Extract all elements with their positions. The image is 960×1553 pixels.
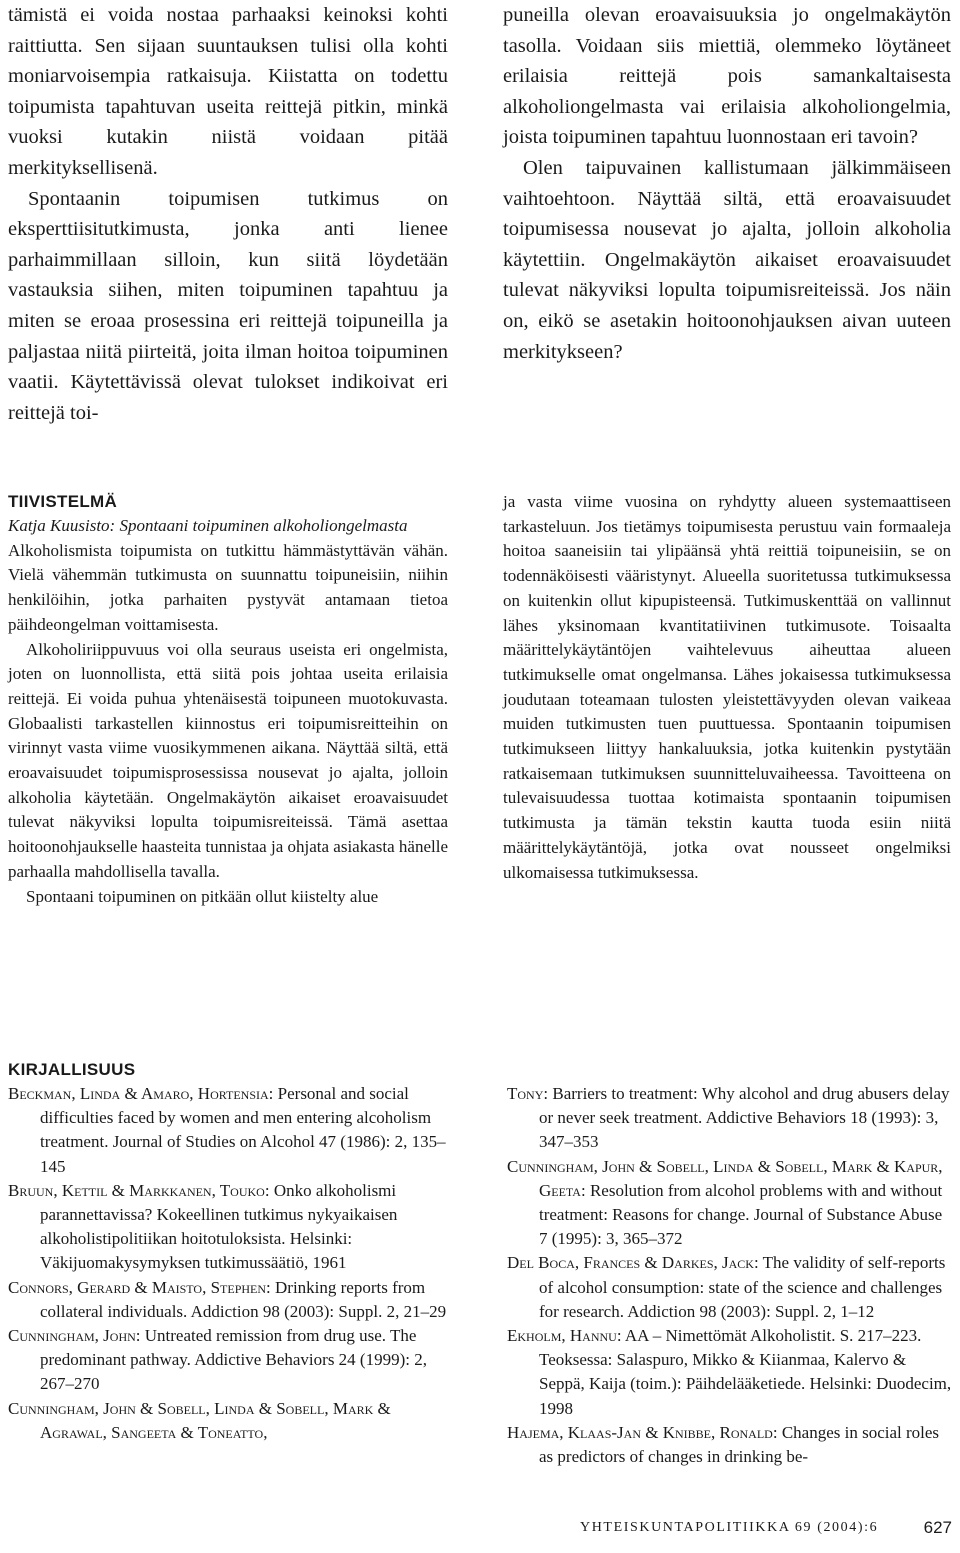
body-column-left — [8, 0, 448, 428]
reference-text: Personal and social difficulties faced by women and men entering alcoholism treatment. Journal of Studies on Alcohol 47 (1986): 2, 135–145 — [40, 1084, 446, 1176]
references-column-left — [8, 1058, 454, 1445]
references-heading: KIRJALLISUUS — [8, 1060, 136, 1079]
paragraph: Olen taipuvainen kallistumaan jälkimmäiseen vaihtoehtoon. Näyttää siltä, että eroavaisuudet toipumisessa nousevat jo ajalta, jolloin alkoholia käytettiin. Ongelmakäytön aikaiset eroavaisuudet tulevat näkyviksi lopulta toipumisreiteissä. Jos näin on, eikö se asetakin hoitoonohjauksen aivan uuteen merkitykseen? — [503, 156, 951, 363]
reference-entry — [8, 1082, 454, 1179]
references-column-right — [507, 1082, 953, 1469]
reference-authors: Cunningham, John: — [8, 1326, 141, 1346]
reference-entry — [8, 1324, 454, 1397]
reference-authors: Ekholm, Hannu: — [507, 1326, 622, 1346]
reference-entry — [507, 1251, 953, 1324]
reference-authors: Hajema, Klaas-Jan & Knibbe, Ronald: — [507, 1422, 778, 1442]
abstract-heading: TIIVISTELMÄ — [8, 492, 118, 511]
reference-entry — [507, 1082, 953, 1155]
journal-name: YHTEISKUNTAPOLITIIKKA 69 (2004):6 — [580, 1520, 879, 1535]
paragraph: Spontaanin toipumisen tutkimus on eksperttiisitutkimusta, jonka anti lienee parhaimmillaan silloin, kun siitä löydetään vastauksia siihen, miten toipuminen tapahtuu ja miten se eroaa prosessina eri reittejä toipuneilla ja paljastaa niitä piirteitä, joita ilman hoitoa toipuminen vaatii. Käytettävissä olevat tulokset indikoivat eri reittejä toi- — [8, 187, 448, 424]
reference-text: Onko alkoholismi parannettavissa? Kokeellinen tutkimus nykyaikaisen alkoholistipolitiikan hoitotuloksista. Helsinki: Väkijuomakysymyksen tutkimussäätiö, 1961 — [40, 1180, 398, 1273]
reference-authors: Cunningham, John & Sobell, Linda & Sobell, Mark & Agrawal, Sangeeta & Toneatto, — [8, 1398, 391, 1442]
paragraph: Alkoholismista toipumista on tutkittu hämmästyttävän vähän. Vielä vähemmän tutkimusta on suunnattu toipuneisiin, niihin henkilöihin, jotka parhaiten pystyvät antamaan tietoa päihdeongelman voittamisesta. — [8, 540, 448, 634]
reference-entry — [8, 1397, 454, 1445]
reference-entry — [8, 1179, 454, 1276]
reference-authors: Cunningham, John & Sobell, Linda & Sobell, Mark & Kapur, Geeta: — [507, 1156, 943, 1200]
abstract-author-title: Katja Kuusisto: Spontaani toipuminen alkoholiongelmasta — [8, 516, 408, 535]
reference-authors: Connors, Gerard & Maisto, Stephen: — [8, 1277, 271, 1297]
reference-entry — [8, 1276, 454, 1324]
abstract-column-right — [503, 490, 951, 885]
reference-text: The validity of self-reports of alcohol consumption: state of the science and challenges for research. Addiction 98 (2003): Suppl. 2, 1–12 — [539, 1253, 946, 1321]
reference-authors: Beckman, Linda & Amaro, Hortensia: — [8, 1084, 274, 1103]
reference-text: Barriers to treatment: Why alcohol and drug abusers delay or never seek treatment. Addictive Behaviors 18 (1993): 3, 347–353 — [539, 1084, 950, 1152]
reference-authors: Del Boca, Frances & Darkes, Jack: — [507, 1253, 759, 1273]
page-footer — [580, 1513, 952, 1543]
reference-authors: Tony: — [507, 1084, 549, 1103]
body-column-right — [503, 0, 951, 367]
paragraph: puneilla olevan eroavaisuuksia jo ongelmakäytön tasolla. Voidaan siis miettiä, olemmeko löytäneet erilaisia reittejä pois samankaltaisesta alkoholiongelmasta vai erilaisia alkoholiongelmia, joista toipuminen tapahtuu luonnostaan eri tavoin? — [503, 4, 951, 149]
reference-text: AA – Nimettömät Alkoholistit. S. 217–223. Teoksessa: Salaspuro, Mikko & Kiianmaa, Kalervo & Seppä, Kaija (toim.): Päihdelääketiede. Helsinki: Duodecim, 1998 — [539, 1326, 952, 1418]
page-number: 627 — [923, 1518, 952, 1537]
paragraph: Spontaani toipuminen on pitkään ollut kiistelty alue — [26, 886, 379, 906]
abstract-column-left — [8, 490, 448, 909]
reference-authors: Bruun, Kettil & Markkanen, Touko: — [8, 1180, 270, 1200]
reference-text: Resolution from alcohol problems with and without treatment: Reasons for change. Journal of Substance Abuse 7 (1995): 3, 365–372 — [539, 1180, 943, 1249]
reference-entry — [507, 1421, 953, 1469]
paragraph: tämistä ei voida nostaa parhaaksi keinoksi kohti raittiutta. Sen sijaan suuntauksen tulisi olla kohti moniarvoisempia ratkaisuja. Kiistatta on todettu toipumista tapahtuvan useita reittejä pitkin, minkä vuoksi kutakin niistä voidaan pitää merkityksellisenä. — [8, 4, 448, 179]
reference-entry — [507, 1324, 953, 1421]
paragraph: ja vasta viime vuosina on ryhdytty alueen systemaattiseen tarkasteluun. Jos tietämys toipumisesta perustuu vain formaaleja hoitoa saaneisiin tai ylipäänsä yhtä reittiä toipuneisiin, se on todennäköisesti vääristynyt. Alueella suoritetussa tutkimuksessa on kuitenkin ollut kipupisteensä. Tutkimuskenttää on vallinnut lähes yksinomaan kvantitatiivinen tutkimusote. Toisaalta määrittelykäytäntöjen vaihtelevuus aiheuttaa alueen tutkimukselle omat ongelmansa. Lähes jokaisessa tutkimuksessa joudutaan toteamaan tulosten yleistettävyyden olevan vaikeaa muiden tutkimusten tuen puuttuessa. Spontaanin toipumisen tutkimukseen liittyy hankaluuksia, jotka kuitenkin pystytään ratkaisemaan tutkimuksen suunnitteluvaiheessa. Tavoitteena on tulevaisuudessa tuottaa kotimaista spontaanin toipumisen tutkimusta ja tämän tekstin kautta tuoda esiin niitä määrittelykäytäntöjä, jotka ovat nousseet ongelmiksi ulkomaisessa tutkimuksessa. — [503, 492, 951, 882]
reference-text: Changes in social roles as predictors of changes in drinking be- — [539, 1422, 940, 1467]
reference-text: Drinking reports from collateral individuals. Addiction 98 (2003): Suppl. 2, 21–29 — [40, 1277, 447, 1321]
reference-text: Untreated remission from drug use. The predominant pathway. Addictive Behaviors 24 (1999): 2, 267–270 — [40, 1326, 427, 1394]
reference-entry — [507, 1155, 953, 1252]
paragraph: Alkoholiriippuvuus voi olla seuraus useista eri ongelmista, joten on luonnollista, että siitä pois johtaa useita erilaisia reittejä. Ei voida puhua yhtenäisestä toipuneen muotokuvasta. Globaalisti tarkastellen kiinnostus eri toipumisreitteihin on virinnyt vasta viime vuosikymmenen aikana. Näyttää siltä, että eroavaisuudet toipumisprosessissa nousevat jo ajalta, jolloin alkoholia käytetään. Ongelmakäytön aikaiset eroavaisuudet tulevat näkyviksi lopulta toipumisreiteissä. Tämä asettaa hoitoonohjaukselle haasteita tunnistaa ja ohjata asiakasta hänelle parhaalla mahdollisella tavalla. — [8, 639, 448, 881]
